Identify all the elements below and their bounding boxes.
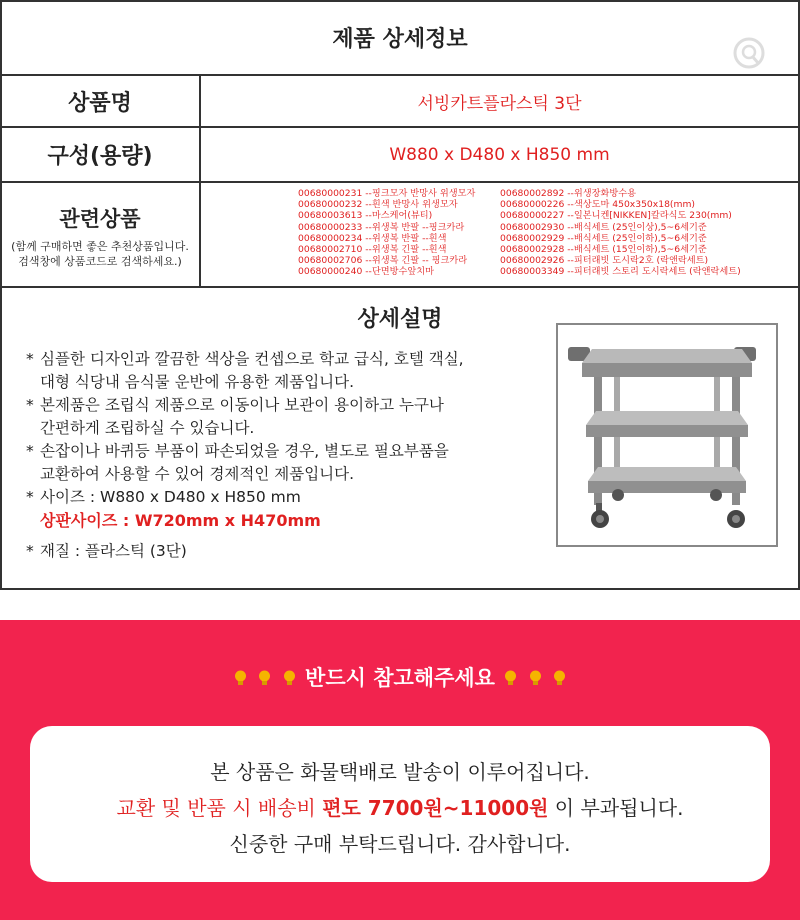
notice-line-1: 본 상품은 화물택배로 발송이 이루어집니다. — [210, 760, 590, 784]
notice-title: 반드시 참고해주세요 — [305, 666, 495, 690]
notice-box — [30, 726, 770, 882]
page-title: 제품 상세정보 — [332, 26, 468, 52]
table-border — [0, 286, 800, 288]
composition-label: 구성(용량) — [47, 144, 153, 169]
list-item: 00680002710 --위생복 긴팔 --흰색 — [298, 243, 447, 255]
related-list-right — [500, 188, 741, 278]
list-item: 00680002930 --배식세트 (25인이상),5~6세기준 — [500, 221, 707, 233]
notice-line-3: 신중한 구매 부탁드립니다. 감사합니다. — [229, 832, 571, 856]
top-size-highlight: 상판사이즈 : W720mm x H470mm — [40, 511, 321, 530]
product-name-value: 서빙카트플라스틱 3단 — [417, 93, 582, 114]
lightbulb-icon — [504, 670, 517, 687]
related-products-label-cell — [0, 186, 200, 286]
list-item: 00680003613 --마스케어(뷰티) — [298, 210, 433, 222]
list-item: 00680002929 --배식세트 (25인이하),5~6세기준 — [500, 232, 707, 244]
related-products-note: (함께 구매하면 좋은 추천상품입니다. 검색창에 상품코드로 검색하세요.) — [11, 240, 189, 268]
list-item: 00680000240 --단면방수앞치마 — [298, 266, 434, 278]
bullet-item: * 재질 : 플라스틱 (3단) — [26, 542, 187, 560]
lightbulb-icon — [234, 670, 247, 687]
lightbulb-icon — [553, 670, 566, 687]
watermark-q-icon — [732, 36, 766, 70]
lightbulb-icon — [529, 670, 542, 687]
list-item: 00680000227 --일본니켄[NIKKEN]칼라식도 230(mm) — [500, 210, 732, 222]
composition-value: W880 x D480 x H850 mm — [389, 144, 610, 165]
notice-line-2: 교환 및 반품 시 배송비 편도 7700원~11000원 이 부과됩니다. — [116, 796, 684, 820]
product-name-label: 상품명 — [68, 90, 132, 116]
list-item: 00680002892 --위생장화방수용 — [500, 188, 636, 199]
related-list-left — [298, 188, 475, 278]
bullet-item: * 사이즈 : W880 x D480 x H850 mm — [26, 488, 301, 506]
detail-title: 상세설명 — [357, 307, 443, 332]
list-item: 00680002926 --피터래빗 도시락2호 (락앤락세트) — [500, 255, 709, 267]
list-item: 00680002928 --배식세트 (15인이하),5~6세기준 — [500, 243, 707, 255]
bullet-item: * 손잡이나 바퀴등 부품이 파손되었을 경우, 별도로 필요부품을 교환하여 사용할 수 있어 경제적인 제품입니다. — [26, 442, 449, 483]
detail-bullets — [26, 348, 546, 563]
list-item: 00680000231 --핑크모자 반망사 위생모자 — [298, 188, 476, 199]
lightbulb-icon — [258, 670, 271, 687]
notice-title-row — [0, 662, 800, 692]
bullet-item: * 본제품은 조립식 제품으로 이동이나 보관이 용이하고 누구나 간편하게 조립하실 수 있습니다. — [26, 396, 444, 437]
table-border — [0, 588, 800, 590]
list-item: 00680000226 --색상도마 450x350x18(mm) — [500, 199, 695, 211]
list-item: 00680003349 --피터래빗 스토리 도시락세트 (락앤락세트) — [500, 266, 741, 278]
bullet-item: * 심플한 디자인과 깔끔한 색상을 컨셉으로 학교 급식, 호텔 객실, 대형 식당내 음식물 운반에 유용한 제품입니다. — [26, 350, 464, 391]
list-item: 00680000233 --위생복 반팔 --핑크카라 — [298, 221, 465, 233]
list-item: 00680002706 --위생복 긴팔 -- 핑크카라 — [298, 255, 468, 267]
related-products-label: 관련상품 — [59, 207, 141, 231]
list-item: 00680000234 --위생복 반팔 --흰색 — [298, 232, 447, 244]
table-border — [0, 181, 800, 183]
product-photo — [556, 323, 778, 547]
serving-cart-image — [558, 325, 776, 545]
lightbulb-icon — [283, 670, 296, 687]
list-item: 00680000232 --흰색 반망사 위생모자 — [298, 199, 458, 211]
